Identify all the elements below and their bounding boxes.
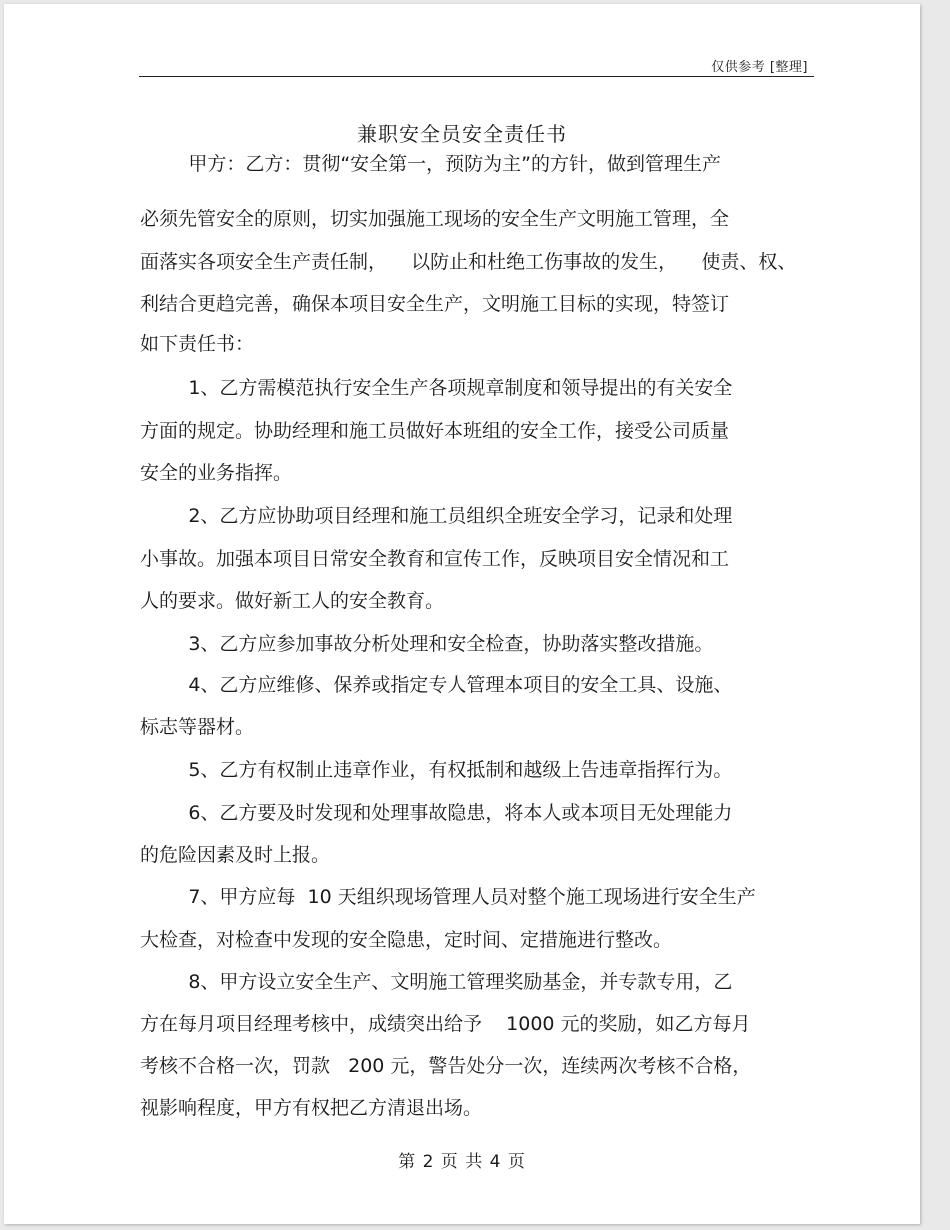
text-line: 如下责任书： (140, 333, 255, 355)
text-line: 标志等器材。 (140, 716, 255, 738)
text-line: 小事故。加强本项目日常安全教育和宣传工作，反映项目安全情况和工 (140, 548, 730, 570)
header-divider (139, 76, 814, 77)
document-title: 兼职安全员安全责任书 (357, 122, 567, 146)
page-number: 第 2 页 共 4 页 (398, 1152, 526, 1172)
text-line: 面落实各项安全生产责任制， 以防止和杜绝工伤事故的发生， 使责、权、 (140, 251, 797, 273)
text-line: 视影响程度，甲方有权把乙方清退出场。 (140, 1097, 483, 1119)
text-line: 5、乙方有权制止违章作业，有权抵制和越级上告违章指挥行为。 (140, 759, 733, 781)
text-line: 8、甲方设立安全生产、文明施工管理奖励基金，并专款专用，乙 (140, 971, 733, 993)
text-line: 的危险因素及时上报。 (140, 844, 331, 866)
text-line: 利结合更趋完善，确保本项目安全生产，文明施工目标的实现，特签订 (140, 293, 730, 315)
text-line: 必须先管安全的原则，切实加强施工现场的安全生产文明施工管理，全 (140, 208, 730, 230)
text-line: 3、乙方应参加事故分析处理和安全检查，协助落实整改措施。 (140, 633, 714, 655)
text-line: 4、乙方应维修、保养或指定专人管理本项目的安全工具、设施、 (140, 674, 733, 696)
document-page (4, 4, 920, 1224)
text-line: 方在每月项目经理考核中，成绩突出给予 1000 元的奖励，如乙方每月 (140, 1013, 751, 1035)
header-note: 仅供参考 [整理] (711, 60, 808, 75)
text-line: 2、乙方应协助项目经理和施工员组织全班安全学习，记录和处理 (140, 505, 733, 527)
text-line: 6、乙方要及时发现和处理事故隐患，将本人或本项目无处理能力 (140, 802, 733, 824)
text-line: 大检查，对检查中发现的安全隐患，定时间、定措施进行整改。 (140, 929, 673, 951)
text-line: 1、乙方需模范执行安全生产各项规章制度和领导提出的有关安全 (140, 377, 733, 399)
text-line: 方面的规定。协助经理和施工员做好本班组的安全工作，接受公司质量 (140, 420, 730, 442)
text-line: 考核不合格一次，罚款 200 元，警告处分一次，连续两次考核不合格， (140, 1055, 752, 1077)
text-line: 安全的业务指挥。 (140, 462, 293, 484)
text-line: 甲方：乙方：贯彻“安全第一，预防为主”的方针，做到管理生产 (140, 153, 722, 175)
text-line: 人的要求。做好新工人的安全教育。 (140, 590, 445, 612)
text-line: 7、甲方应每 10 天组织现场管理人员对整个施工现场进行安全生产 (140, 886, 756, 908)
